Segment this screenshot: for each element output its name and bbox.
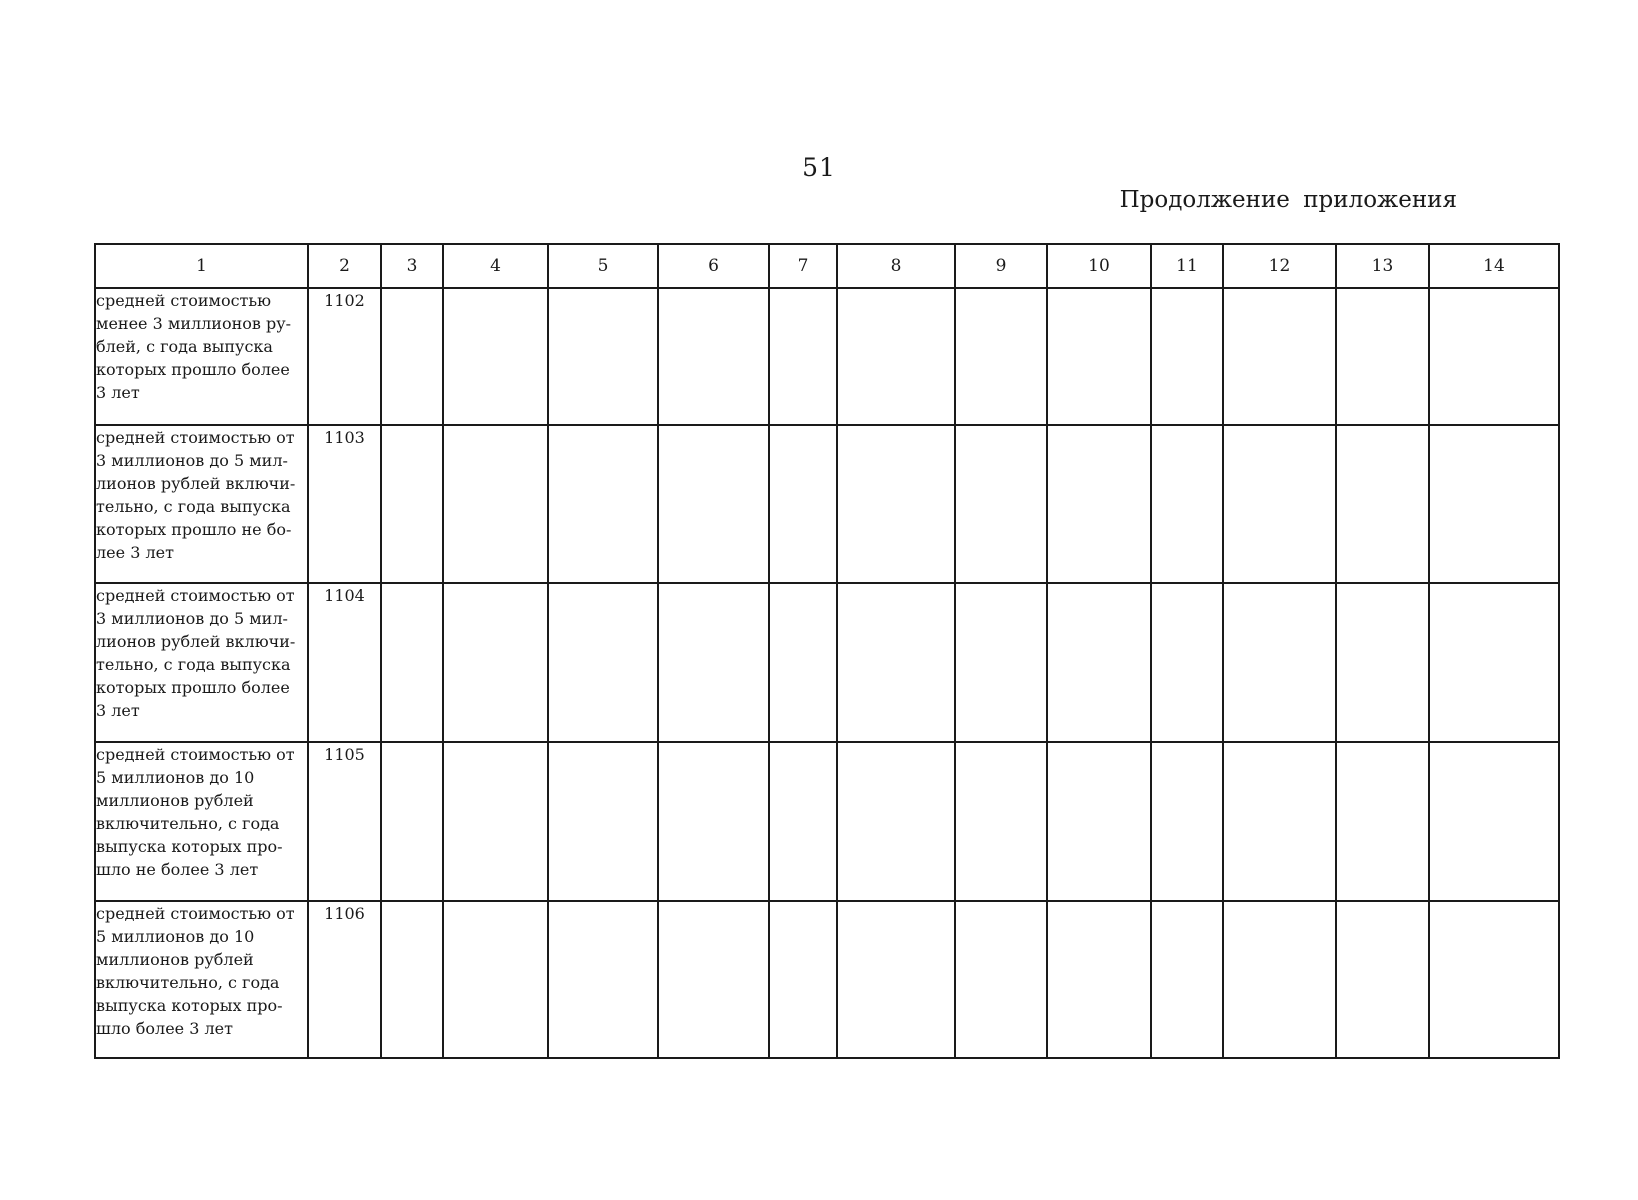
empty-cell	[443, 425, 548, 583]
column-header: 11	[1151, 244, 1223, 288]
row-description: средней стоимостью от 3 миллионов до 5 мил- лионов рублей включи- тельно, с года выпуска которых прошло не бо- лее 3 лет	[95, 425, 308, 583]
row-code: 1102	[308, 288, 381, 425]
table-row	[95, 901, 1559, 1058]
empty-cell	[658, 583, 769, 742]
column-header: 6	[658, 244, 769, 288]
empty-cell	[1223, 901, 1336, 1058]
empty-cell	[837, 742, 955, 901]
empty-cell	[1336, 425, 1429, 583]
table-row	[95, 425, 1559, 583]
empty-cell	[1223, 742, 1336, 901]
empty-cell	[1429, 288, 1559, 425]
row-description: средней стоимостью от 5 миллионов до 10 миллионов рублей включительно, с года выпуска которых про- шло более 3 лет	[95, 901, 308, 1058]
column-header: 8	[837, 244, 955, 288]
empty-cell	[443, 583, 548, 742]
empty-cell	[1223, 288, 1336, 425]
empty-cell	[548, 901, 658, 1058]
empty-cell	[1047, 583, 1151, 742]
column-header: 5	[548, 244, 658, 288]
column-header: 2	[308, 244, 381, 288]
column-header: 9	[955, 244, 1047, 288]
empty-cell	[658, 425, 769, 583]
row-code: 1106	[308, 901, 381, 1058]
row-code: 1104	[308, 583, 381, 742]
page-number: 51	[802, 153, 836, 182]
empty-cell	[658, 288, 769, 425]
empty-cell	[548, 583, 658, 742]
empty-cell	[1336, 288, 1429, 425]
empty-cell	[769, 742, 837, 901]
row-code: 1103	[308, 425, 381, 583]
empty-cell	[1429, 901, 1559, 1058]
empty-cell	[381, 425, 443, 583]
empty-cell	[443, 288, 548, 425]
empty-cell	[381, 583, 443, 742]
empty-cell	[955, 742, 1047, 901]
empty-cell	[1151, 583, 1223, 742]
empty-cell	[1336, 901, 1429, 1058]
column-header: 3	[381, 244, 443, 288]
row-description: средней стоимостью менее 3 миллионов ру- блей, с года выпуска которых прошло более 3 лет	[95, 288, 308, 425]
empty-cell	[1429, 583, 1559, 742]
empty-cell	[837, 901, 955, 1058]
empty-cell	[548, 425, 658, 583]
row-code: 1105	[308, 742, 381, 901]
empty-cell	[955, 425, 1047, 583]
column-header: 7	[769, 244, 837, 288]
empty-cell	[1151, 425, 1223, 583]
row-description: средней стоимостью от 3 миллионов до 5 мил- лионов рублей включи- тельно, с года выпуска которых прошло более 3 лет	[95, 583, 308, 742]
column-header: 13	[1336, 244, 1429, 288]
empty-cell	[1336, 742, 1429, 901]
empty-cell	[658, 901, 769, 1058]
empty-cell	[955, 583, 1047, 742]
empty-cell	[1429, 742, 1559, 901]
table-row	[95, 583, 1559, 742]
continuation-label: Продолжение приложения	[1119, 187, 1457, 213]
empty-cell	[1336, 583, 1429, 742]
empty-cell	[955, 901, 1047, 1058]
empty-cell	[1151, 288, 1223, 425]
empty-cell	[1429, 425, 1559, 583]
empty-cell	[1047, 288, 1151, 425]
column-header: 14	[1429, 244, 1559, 288]
appendix-table	[94, 243, 1560, 1059]
empty-cell	[1151, 742, 1223, 901]
empty-cell	[1223, 583, 1336, 742]
column-header: 1	[95, 244, 308, 288]
empty-cell	[837, 288, 955, 425]
empty-cell	[1223, 425, 1336, 583]
table-row	[95, 288, 1559, 425]
empty-cell	[769, 288, 837, 425]
empty-cell	[1047, 901, 1151, 1058]
empty-cell	[381, 901, 443, 1058]
column-header: 10	[1047, 244, 1151, 288]
empty-cell	[443, 742, 548, 901]
column-header: 4	[443, 244, 548, 288]
empty-cell	[443, 901, 548, 1058]
empty-cell	[837, 425, 955, 583]
empty-cell	[1151, 901, 1223, 1058]
row-description: средней стоимостью от 5 миллионов до 10 миллионов рублей включительно, с года выпуска которых про- шло не более 3 лет	[95, 742, 308, 901]
empty-cell	[548, 742, 658, 901]
column-header: 12	[1223, 244, 1336, 288]
empty-cell	[381, 742, 443, 901]
empty-cell	[769, 425, 837, 583]
empty-cell	[1047, 742, 1151, 901]
empty-cell	[381, 288, 443, 425]
empty-cell	[1047, 425, 1151, 583]
empty-cell	[658, 742, 769, 901]
empty-cell	[548, 288, 658, 425]
header-row	[95, 244, 1559, 288]
empty-cell	[955, 288, 1047, 425]
empty-cell	[769, 583, 837, 742]
table-row	[95, 742, 1559, 901]
empty-cell	[769, 901, 837, 1058]
empty-cell	[837, 583, 955, 742]
